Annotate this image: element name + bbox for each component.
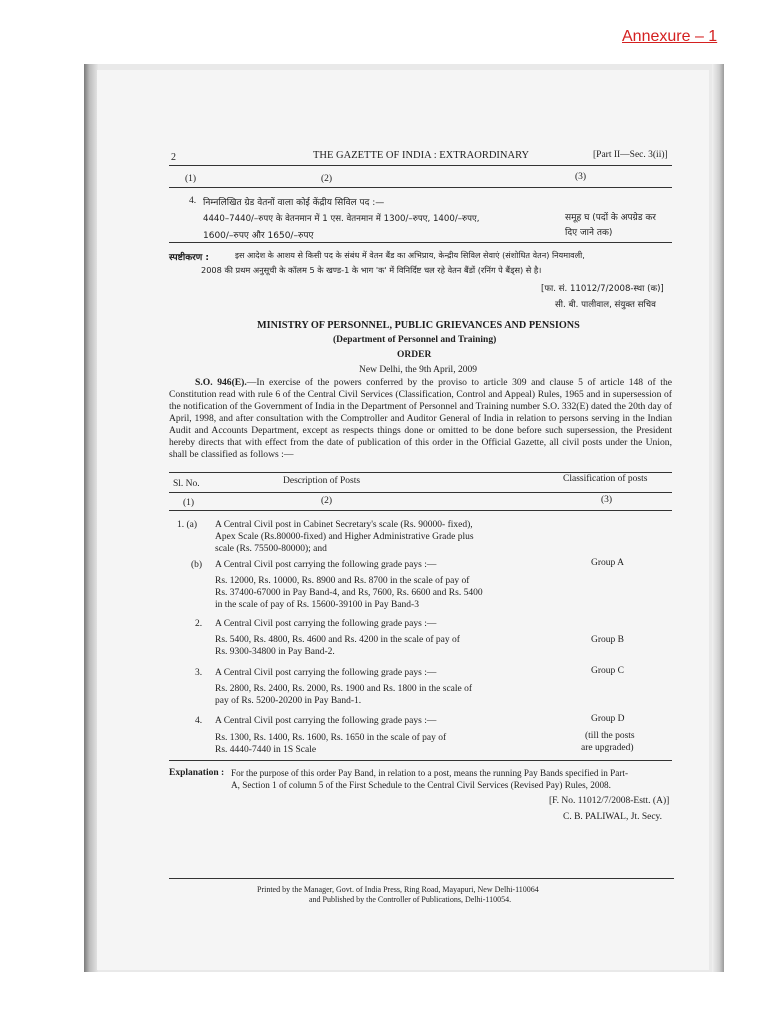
row-2-line3: Rs. 9300-34800 in Pay Band-2. xyxy=(215,647,335,657)
hindi-group-line1: समूह घ (पदों के अपग्रेड कर xyxy=(565,213,656,223)
explanation-label: Explanation : xyxy=(169,768,225,778)
gazette-part: [Part II—Sec. 3(ii)] xyxy=(593,150,668,160)
scan-shadow-right xyxy=(712,64,724,972)
department-name: (Department of Personnel and Training) xyxy=(333,335,497,345)
hindi-item-line2: 4440–7440/–रुपए के वेतनमान में 1 एस. वेतनमान में 1300/–रुपए, 1400/–रुपए, xyxy=(203,214,480,224)
order-dateline: New Delhi, the 9th April, 2009 xyxy=(359,365,477,375)
hindi-col-1: (1) xyxy=(185,174,197,184)
row-4-line1: A Central Civil post carrying the following grade pays :— xyxy=(215,716,437,726)
table-bottom-rule xyxy=(169,760,672,761)
order-body xyxy=(169,377,672,461)
hindi-item-line3: 1600/–रुपए और 1650/–रुपए xyxy=(203,231,314,241)
row-1a-line2: Apex Scale (Rs.80000-fixed) and Higher Administrative Grade plus xyxy=(215,532,474,542)
row-2-line2: Rs. 5400, Rs. 4800, Rs. 4600 and Rs. 4200 in the scale of pay of xyxy=(215,635,460,645)
table-header-rule xyxy=(169,492,672,493)
row-2-line1: A Central Civil post carrying the following grade pays :— xyxy=(215,619,437,629)
row-4-line3: Rs. 4440-7440 in 1S Scale xyxy=(215,745,317,755)
hindi-table-rule xyxy=(169,187,672,188)
hindi-explanation-line2: 2008 की प्रथम अनुसूची के कॉलम 5 के खण्ड-1 के भाग 'क' में विनिर्दिष्ट चल रहे वेतन बैंडों (रनिंग पे बैंड्स) से है। xyxy=(201,265,542,275)
row-4-group: Group D xyxy=(591,714,625,724)
row-3-sl: 3. xyxy=(195,668,203,678)
explanation-line1: For the purpose of this order Pay Band, in relation to a post, means the running Pay Bands specified in Part- xyxy=(231,768,629,778)
hindi-group-line2: दिए जाने तक) xyxy=(565,228,613,238)
gazette-title: THE GAZETTE OF INDIA : EXTRAORDINARY xyxy=(313,150,530,161)
row-1b-line4: in the scale of pay of Rs. 15600-39100 in Pay Band-3 xyxy=(215,600,419,610)
signatory: C. B. PALIWAL, Jt. Secy. xyxy=(563,812,663,822)
row-3-line1: A Central Civil post carrying the following grade pays :— xyxy=(215,668,437,678)
hindi-table-bottom-rule xyxy=(169,242,672,243)
num-col-2: (2) xyxy=(321,496,333,506)
so-number: S.O. 946(E). xyxy=(195,377,247,388)
row-1b-sl: (b) xyxy=(191,560,203,570)
row-3-line3: pay of Rs. 5200-20200 in Pay Band-1. xyxy=(215,696,362,706)
footer-line2: and Published by the Controller of Publications, Delhi-110054. xyxy=(309,895,512,904)
hindi-signatory: सी. बी. पालीवाल, संयुक्त सचिव xyxy=(555,300,656,310)
row-3-group: Group C xyxy=(591,666,624,676)
row-4-line2: Rs. 1300, Rs. 1400, Rs. 1600, Rs. 1650 in the scale of pay of xyxy=(215,733,447,743)
file-number: [F. No. 11012/7/2008-Estt. (A)] xyxy=(549,796,670,806)
header-description: Description of Posts xyxy=(283,476,361,486)
table-num-rule xyxy=(169,510,672,511)
footer-line1: Printed by the Manager, Govt. of India Press, Ring Road, Mayapuri, New Delhi-110064 xyxy=(257,885,539,894)
hindi-item-number: 4. xyxy=(189,196,197,206)
header-classification: Classification of posts xyxy=(563,474,648,484)
row-2-group: Group B xyxy=(591,635,624,645)
hindi-item-text: निम्नलिखित ग्रेड वेतनों वाला कोई केंद्रीय सिविल पद :— xyxy=(203,198,385,208)
hindi-explanation-label: स्पष्टीकरण : xyxy=(169,253,210,263)
row-4-group-note2: are upgraded) xyxy=(581,743,634,753)
scan-shadow-left xyxy=(84,64,98,972)
order-heading: ORDER xyxy=(397,350,432,360)
row-1b-group: Group A xyxy=(591,558,624,568)
row-4-sl: 4. xyxy=(195,716,203,726)
row-1b-line3: Rs. 37400-67000 in Pay Band-4, and Rs, 7600, Rs. 6600 and Rs. 5400 xyxy=(215,588,483,598)
ministry-title: MINISTRY OF PERSONNEL, PUBLIC GRIEVANCES AND PENSIONS xyxy=(257,320,580,331)
row-2-sl: 2. xyxy=(195,619,203,629)
gazette-page xyxy=(97,70,709,970)
hindi-col-2: (2) xyxy=(321,174,333,184)
row-1b-line1: A Central Civil post carrying the following grade pays :— xyxy=(215,560,437,570)
num-col-1: (1) xyxy=(183,498,195,508)
hindi-col-3: (3) xyxy=(575,172,587,182)
page-number: 2 xyxy=(171,152,176,163)
row-1a-sl: 1. (a) xyxy=(177,520,198,530)
hindi-file-number: [फा. सं. 11012/7/2008-स्था (क)] xyxy=(541,284,664,294)
row-1a-line3: scale (Rs. 75500-80000); and xyxy=(215,544,327,554)
order-body-text: —In exercise of the powers conferred by the proviso to article 309 and clause 5 of article 148 of the Constitution read with rule 6 of the Central Civil Services (Classification, Control and Appeal) Rules, 1965 and in supersession of the notification of the Government of India in the Department of Personnel and Training number S.O. 332(E) dated the 20th day of April, 1998, and after consultation with the Comptroller and Auditor General of India in relation to persons serving in the Indian Audit and Accounts Department, except as respects things done or omitted to be done before such supersession, the President hereby directs that with effect from the date of publication of this order in the Official Gazette, all civil posts under the Union, shall be classified as follows :— xyxy=(169,377,672,460)
annexure-label: Annexure – 1 xyxy=(622,28,718,45)
table-top-rule xyxy=(169,472,672,473)
header-sl-no: Sl. No. xyxy=(173,479,200,489)
hindi-explanation-line1: इस आदेश के आशय से किसी पद के संबंध में वेतन बैंड का अभिप्राय, केन्द्रीय सिविल सेवाएं (संशोधित वेतन) नियमावली, xyxy=(235,250,585,260)
row-3-line2: Rs. 2800, Rs. 2400, Rs. 2000, Rs. 1900 and Rs. 1800 in the scale of xyxy=(215,684,473,694)
row-1a-line1: A Central Civil post in Cabinet Secretary's scale (Rs. 90000- fixed), xyxy=(215,520,473,530)
row-4-group-note1: (till the posts xyxy=(585,731,635,741)
num-col-3: (3) xyxy=(601,495,613,505)
header-rule xyxy=(169,165,672,166)
row-1b-line2: Rs. 12000, Rs. 10000, Rs. 8900 and Rs. 8700 in the scale of pay of xyxy=(215,576,470,586)
footer-rule xyxy=(169,878,674,879)
explanation-line2: A, Section 1 of column 5 of the First Schedule to the Central Civil Services (Revised Pay) Rules, 2008. xyxy=(231,780,611,790)
